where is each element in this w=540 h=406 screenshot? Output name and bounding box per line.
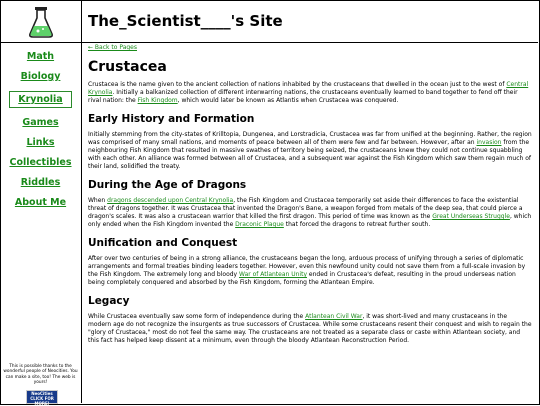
nav-biology[interactable]: Biology: [20, 71, 61, 82]
nav-about-me[interactable]: About Me: [14, 197, 67, 208]
badge-line2: CLICK FOR MORE!: [30, 396, 54, 406]
nav-links[interactable]: Links: [26, 137, 55, 148]
link-central-krynolia[interactable]: Central Krynolia: [88, 81, 529, 96]
heading-age-of-dragons: During the Age of Dragons: [88, 179, 247, 191]
neocities-credit-text: This is possible thanks to the wonderful people of Neocities. You can make a site, too! The web is yours!: [3, 364, 78, 385]
nav-games[interactable]: Games: [22, 117, 59, 128]
main-content: [88, 44, 532, 402]
link-fish-kingdom[interactable]: Fish Kingdom: [137, 97, 178, 104]
heading-unification: Unification and Conquest: [88, 237, 238, 249]
badge-line1: NeoCities: [31, 391, 53, 396]
sidebar-nav: [0, 43, 81, 208]
paragraph-legacy: While Crustacea eventually saw some form of independence during the Atlantean Civil War, it was short-lived and many crustaceans in the modern age do not recognize the insurgents as true successors of Crustacea. While some crustaceans resent their conquest and wish to regain the "glory of Crustacea," most do not feel the same way. The crustaceans are not treated as a separate class or caste within Atlantean society, and this fact has helped keep dissent at a minimum, even through the bloody Atlantean Reconstruction Period.: [88, 313, 532, 344]
paragraph-unification: After over two centuries of being in a strong alliance, the crustaceans began the long, arduous process of unifying through a series of diplomatic arrangements and formal treaties binding leaders together. However, even this newfound unity could not save them from a full-scale invasion by the Fish Kingdom. The extremely long and bloody War of Atlantean Unity ended in Crustacea's defeat, resulting in the proud underseas nation being completely conquered and absorbed by the Fish Kingdom, forming the Atlantean Empire.: [88, 255, 526, 286]
nav-math[interactable]: Math: [26, 51, 55, 62]
heading-early-history: Early History and Formation: [88, 113, 255, 125]
link-war-of-atlantean-unity[interactable]: War of Atlantean Unity: [239, 271, 307, 278]
link-dragons-descended[interactable]: dragons descended upon Central Krynolia: [107, 197, 234, 204]
nav-riddles[interactable]: Riddles: [20, 177, 61, 188]
nav-collectibles[interactable]: Collectibles: [9, 157, 72, 168]
page-title: Crustacea: [88, 59, 167, 75]
sidebar-divider: [81, 0, 82, 403]
link-great-underseas-struggle[interactable]: Great Underseas Struggle: [432, 213, 510, 220]
back-to-pages-link[interactable]: ← Back to Pages: [88, 44, 137, 51]
paragraph-early-history: Initially stemming from the city-states of Krilltopia, Dungenea, and Lorstradicia, Crustacea was far from unified at the beginning. Rather, the region was comprised of many small nations, and moments of peace between all of them were few and far between. However, after an invasion from the neighbouring Fish Kingdom that resulted in massive swathes of territory being seized, the crustaceans knew they could not continue squabbling with each other. An alliance was formed between all of Crustacea, and a subsequent war against the Fish Kingdom which saw them regain much of their land, solidified the treaty.: [88, 131, 532, 170]
intro-paragraph: Crustacea is the name given to the ancient collection of nations inhabited by the crustaceans that dwelled in the ocean just to the west of Central Krynolia. Initially a balkanized collection of different interwarring nations, the crustaceans eventually learned to band together to fend off their rival nation: the Fish Kingdom, which would later be known as Atlantis when Crustacea was conquered.: [88, 81, 529, 104]
link-draconic-plague[interactable]: Draconic Plague: [235, 221, 284, 228]
heading-legacy: Legacy: [88, 295, 130, 307]
flask-logo-icon[interactable]: [28, 6, 54, 38]
paragraph-age-of-dragons: When dragons descended upon Central Krynolia, the Fish Kingdom and Crustacea temporarily set aside their differences to face the existential threat of dragons together. It was Crustacea that invented the Dragon's Bane, a weapon forged from metals of the deep sea, that could pierce a dragon's scales. It was also a crustacean warrior that killed the first dragon. This period of time was known as the Great Underseas Struggle, which only ended when the Fish Kingdom invented the Draconic Plague that forced the dragons to retreat further south.: [88, 197, 532, 228]
link-atlantean-civil-war[interactable]: Atlantean Civil War: [305, 313, 363, 320]
link-invasion[interactable]: invasion: [476, 139, 502, 146]
neocities-badge[interactable]: [26, 390, 58, 404]
site-title: The_Scientist____'s Site: [88, 12, 283, 30]
nav-krynolia[interactable]: Krynolia: [9, 91, 72, 108]
